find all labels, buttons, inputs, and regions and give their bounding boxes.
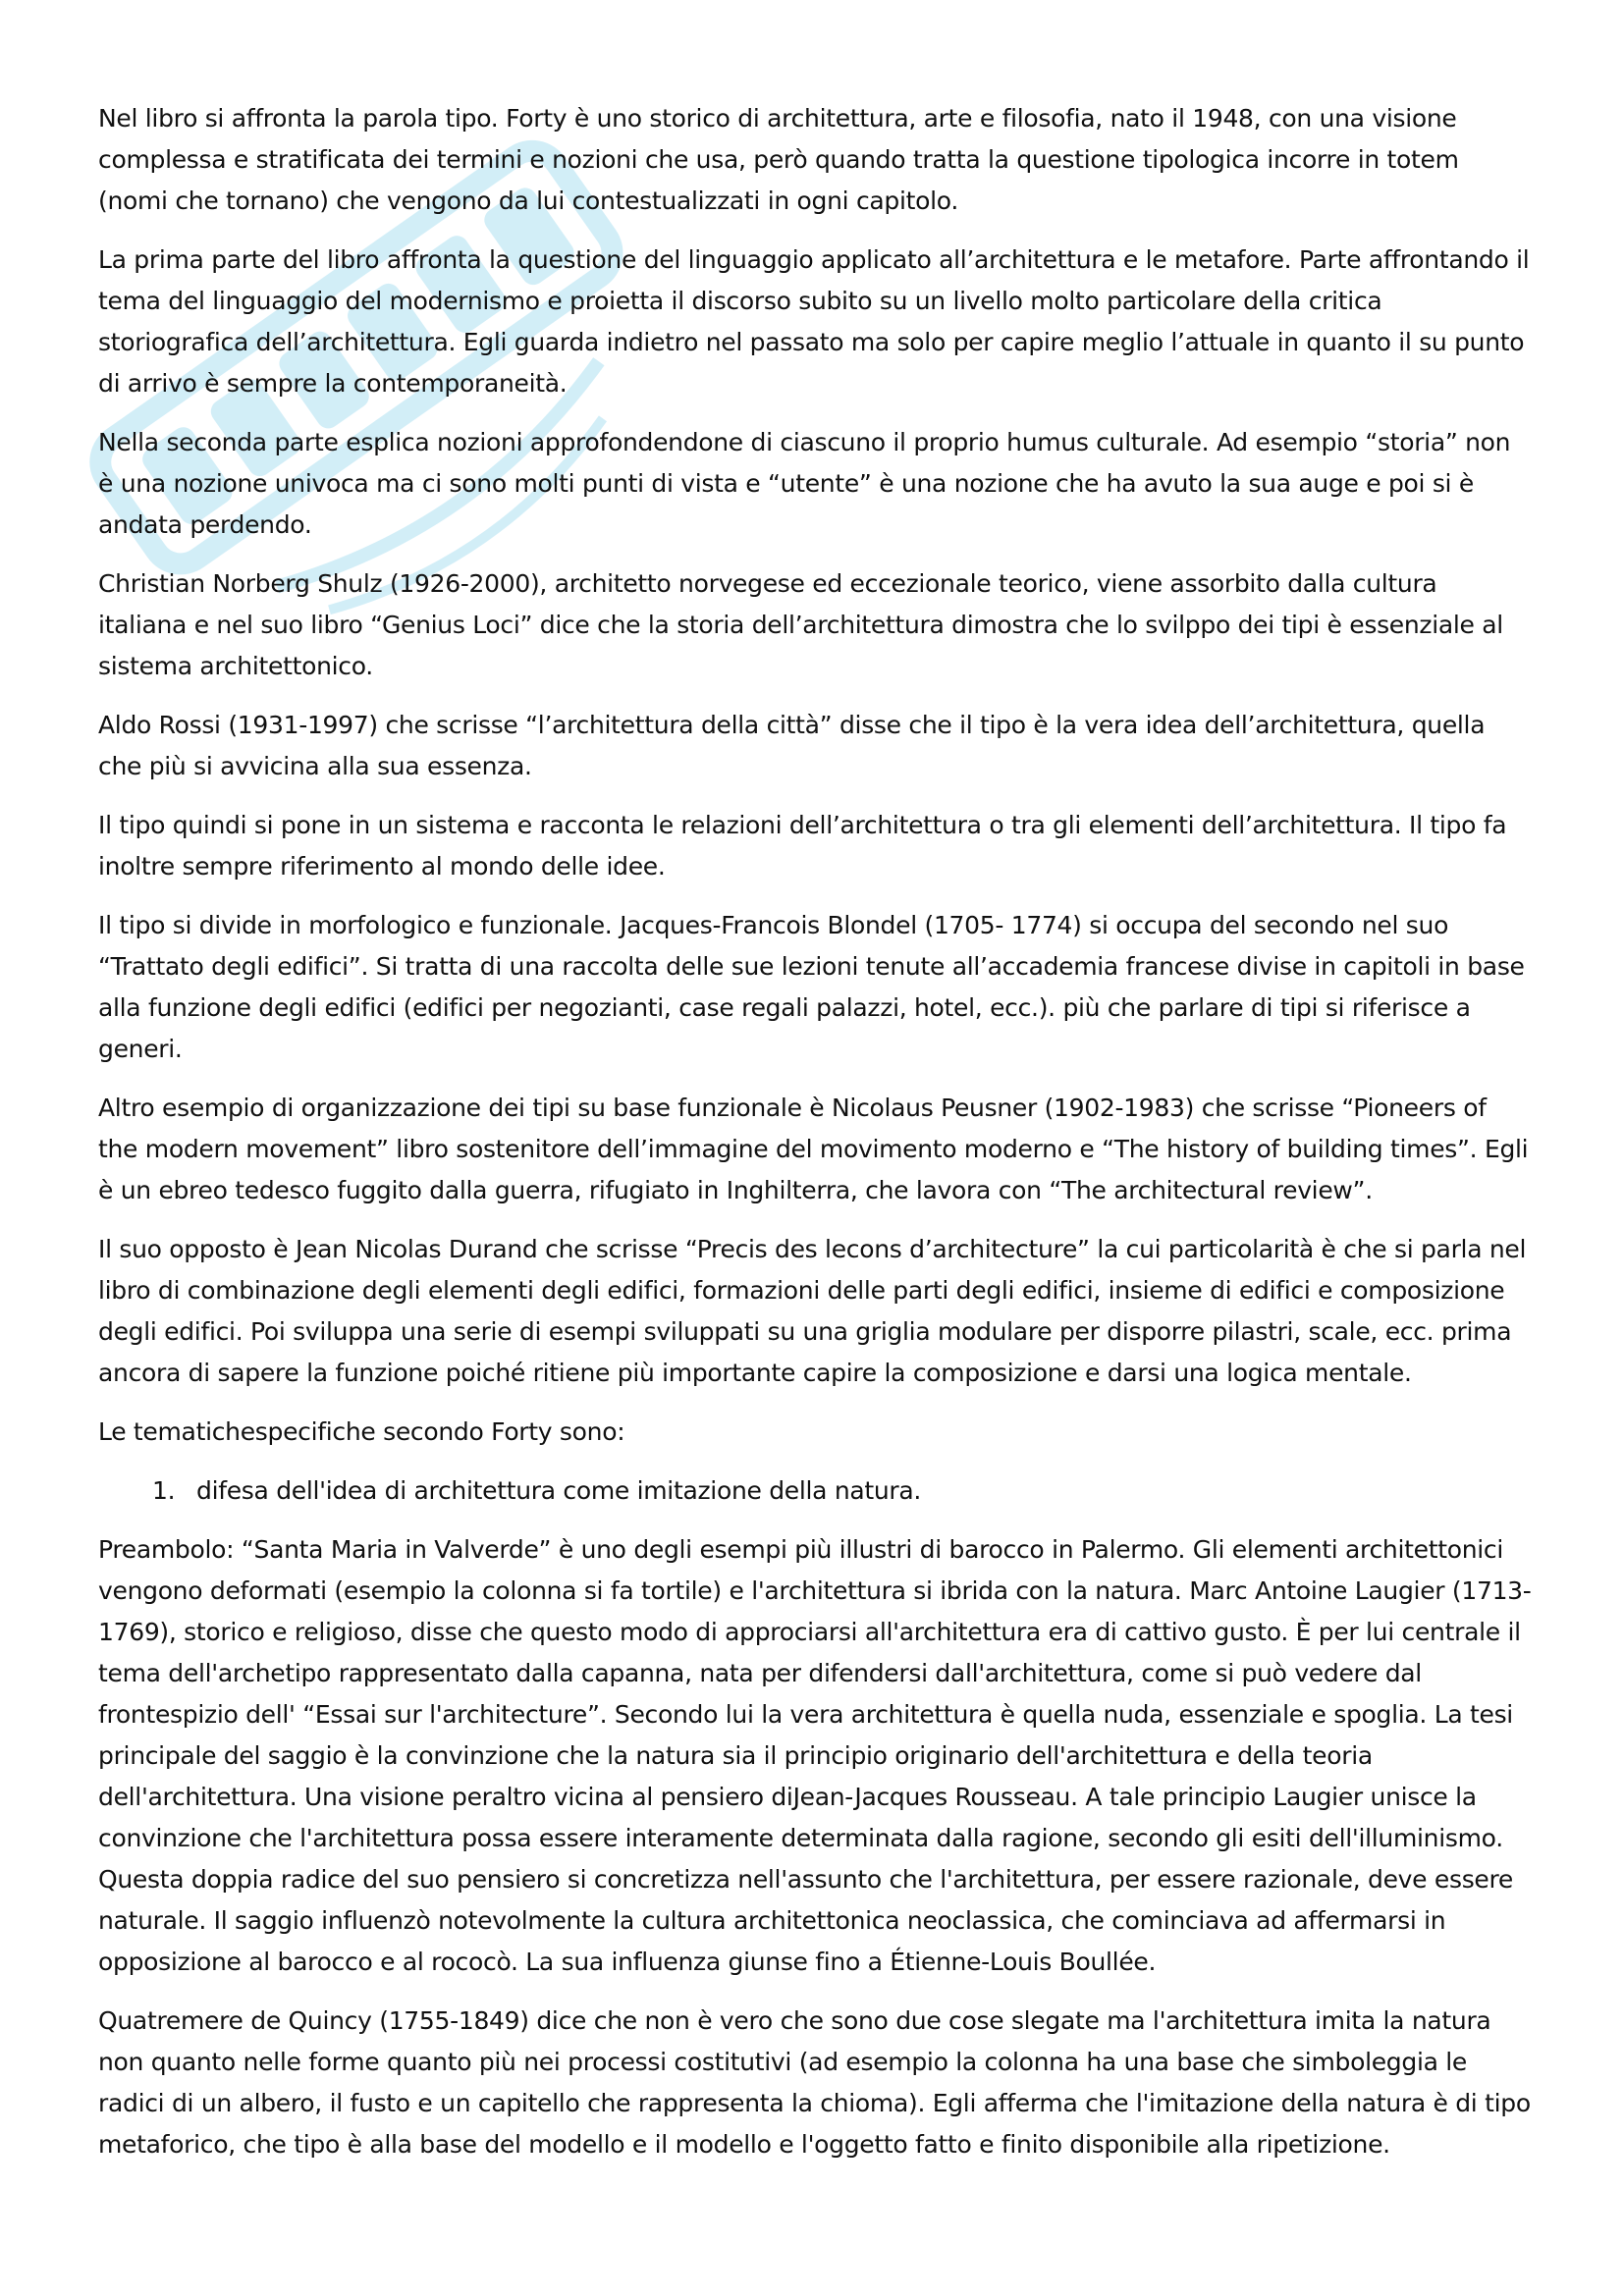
numbered-list [98, 1470, 1532, 1512]
document-page [98, 98, 1532, 2183]
paragraph-preambolo: Preambolo: “Santa Maria in Valverde” è uno degli esempi più illustri di barocco in Palermo. Gli elementi architettonici vengono deformati (esempio la colonna si fa tortile) e l'architettura si ibrida con la natura. Marc Antoine Laugier (1713-1769), storico e religioso, disse che questo modo di approciarsi all'architettura era di cattivo gusto. È per lui centrale il tema dell'archetipo rappresentato dalla capanna, nata per difendersi dall'architettura, come si può vedere dal frontespizio dell' “Essai sur l'architecture”. Secondo lui la vera architettura è quella nuda, essenziale e spoglia. La tesi principale del saggio è la convinzione che la natura sia il principio originario dell'architettura e della teoria dell'architettura. Una visione peraltro vicina al pensiero diJean-Jacques Rousseau. A tale principio Laugier unisce la convinzione che l'architettura possa essere interamente determinata dalla ragione, secondo gli esiti dell'illuminismo. Questa doppia radice del suo pensiero si concretizza nell'assunto che l'architettura, per essere razionale, deve essere naturale. Il saggio influenzò notevolmente la cultura architettonica neoclassica, che cominciava ad affermarsi in opposizione al barocco e al rococò. La sua influenza giunse fino a Étienne-Louis Boullée. [98, 1535, 1532, 1976]
paragraph-tematiche: Le tematichespecifiche secondo Forty sono: [98, 1417, 625, 1446]
paragraph-first-part: La prima parte del libro affronta la questione del linguaggio applicato all’architettura e le metafore. Parte affrontando il tema del linguaggio del modernismo e proietta il discorso subito su un livello molto particolare della critica storiografica dell’architettura. Egli guarda indietro nel passato ma solo per capire meglio l’attuale in quanto il su punto di arrivo è sempre la contemporaneità. [98, 245, 1530, 398]
paragraph-norberg-shulz: Christian Norberg Shulz (1926-2000), architetto norvegese ed eccezionale teorico, viene assorbito dalla cultura italiana e nel suo libro “Genius Loci” dice che la storia dell’architettura dimostra che lo svilppo dei tipi è essenziale al sistema architettonico. [98, 569, 1503, 680]
paragraph-second-part: Nella seconda parte esplica nozioni approfondendone di ciascuno il proprio humus culturale. Ad esempio “storia” non è una nozione univoca ma ci sono molti punti di vista e “utente” è una nozione che ha avuto la sua auge e poi si è andata perdendo. [98, 428, 1511, 539]
paragraph-aldo-rossi: Aldo Rossi (1931-1997) che scrisse “l’architettura della città” disse che il tipo è la vera idea dell’architettura, quella che più si avvicina alla sua essenza. [98, 711, 1486, 780]
paragraph-blondel: Il tipo si divide in morfologico e funzionale. Jacques-Francois Blondel (1705- 1774) si occupa del secondo nel suo “Trattato degli edifici”. Si tratta di una raccolta delle sue lezioni tenute all’accademia francese divise in capitoli in base alla funzione degli edifici (edifici per negozianti, case regali palazzi, hotel, ecc.). più che parlare di tipi si riferisce a generi. [98, 911, 1525, 1063]
paragraph-quatremere: Quatremere de Quincy (1755-1849) dice che non è vero che sono due cose slegate ma l'architettura imita la natura non quanto nelle forme quanto più nei processi costitutivi (ad esempio la colonna ha una base che simboleggia le radici di un albero, il fusto e un capitello che rappresenta la chioma). Egli afferma che l'imitazione della natura è di tipo metaforico, che tipo è alla base del modello e il modello e l'oggetto fatto e finito disponibile alla ripetizione. [98, 2006, 1531, 2159]
paragraph-peusner: Altro esempio di organizzazione dei tipi su base funzionale è Nicolaus Peusner (1902-1983) che scrisse “Pioneers of the modern movement” libro sostenitore dell’immagine del movimento moderno e “The history of building times”. Egli è un ebreo tedesco fuggito dalla guerra, rifugiato in Inghilterra, che lavora con “The architectural review”. [98, 1094, 1529, 1204]
paragraph-durand: Il suo opposto è Jean Nicolas Durand che scrisse “Precis des lecons d’architecture” la cui particolarità è che si parla nel libro di combinazione degli elementi degli edifici, formazioni delle parti degli edifici, insieme di edifici e composizione degli edifici. Poi sviluppa una serie di esempi sviluppati su una griglia modulare per disporre pilastri, scale, ecc. prima ancora di sapere la funzione poiché ritiene più importante capire la composizione e darsi una logica mentale. [98, 1235, 1527, 1387]
paragraph-tipo-sistema: Il tipo quindi si pone in un sistema e racconta le relazioni dell’architettura o tra gli elementi dell’architettura. Il tipo fa inoltre sempre riferimento al mondo delle idee. [98, 811, 1507, 881]
paragraph-intro: Nel libro si affronta la parola tipo. Forty è uno storico di architettura, arte e filosofia, nato il 1948, con una visione complessa e stratificata dei termini e nozioni che usa, però quando tratta la questione tipologica incorre in totem (nomi che tornano) che vengono da lui contestualizzati in ogni capitolo. [98, 104, 1459, 215]
list-item [98, 1470, 1532, 1512]
list-item-number: 1. [152, 1476, 176, 1505]
list-item-text: difesa dell'idea di architettura come imitazione della natura. [196, 1476, 922, 1505]
